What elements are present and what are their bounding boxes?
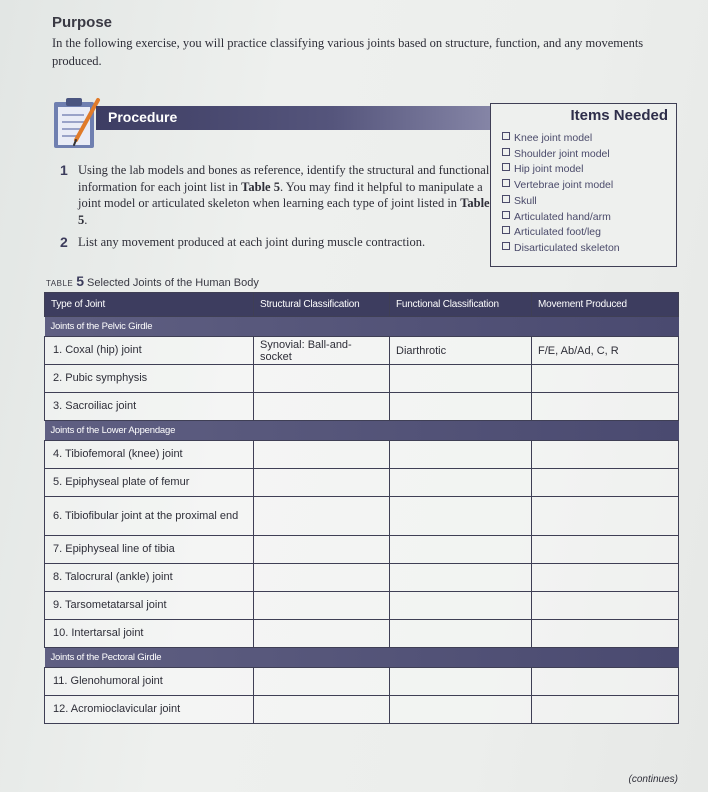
cell-functional[interactable] [390,469,532,497]
item-needed: Disarticulated skeleton [502,241,620,257]
cell-joint: 1. Coxal (hip) joint [45,337,254,365]
cell-joint: 2. Pubic symphysis [45,365,254,393]
section-title: Joints of the Pectoral Girdle [45,648,679,668]
item-needed: Knee joint model [502,131,620,147]
cell-movement[interactable] [532,668,679,696]
cell-structural[interactable] [254,668,390,696]
item-needed: Hip joint model [502,162,620,178]
section-title: Joints of the Lower Appendage [45,421,679,441]
table-row [45,668,679,696]
cell-movement[interactable] [532,393,679,421]
cell-joint: 10. Intertarsal joint [45,620,254,648]
cell-movement[interactable] [532,497,679,536]
table-row [45,592,679,620]
cell-functional[interactable] [390,696,532,724]
cell-joint: 6. Tibiofibular joint at the proximal end [45,497,254,536]
table-row [45,393,679,421]
checkbox-icon[interactable] [502,195,510,203]
step-number: 1 [60,162,68,178]
cell-structural[interactable] [254,620,390,648]
cell-functional[interactable] [390,564,532,592]
cell-structural[interactable] [254,393,390,421]
cell-structural[interactable] [254,536,390,564]
checkbox-icon[interactable] [502,148,510,156]
checkbox-icon[interactable] [502,163,510,171]
cell-functional[interactable] [390,497,532,536]
table-row [45,365,679,393]
checkbox-icon[interactable] [502,132,510,140]
cell-functional[interactable] [390,592,532,620]
cell-joint: 7. Epiphyseal line of tibia [45,536,254,564]
table-row [45,696,679,724]
checkbox-icon[interactable] [502,211,510,219]
cell-structural[interactable] [254,592,390,620]
cell-joint: 3. Sacroiliac joint [45,393,254,421]
cell-joint: 5. Epiphyseal plate of femur [45,469,254,497]
header-functional: Functional Classification [390,293,532,317]
section-row [45,317,679,337]
table-row [45,337,679,365]
cell-movement[interactable] [532,365,679,393]
item-needed: Skull [502,194,620,210]
step-number: 2 [60,234,68,250]
items-needed-box [490,103,677,267]
table-caption: TABLE 5 Selected Joints of the Human Body [46,273,259,289]
cell-functional[interactable] [390,393,532,421]
cell-joint: 11. Glenohumoral joint [45,668,254,696]
cell-movement[interactable] [532,536,679,564]
header-type: Type of Joint [45,293,254,317]
cell-functional[interactable] [390,536,532,564]
cell-functional[interactable] [390,668,532,696]
cell-structural[interactable] [254,365,390,393]
cell-joint: 4. Tibiofemoral (knee) joint [45,441,254,469]
item-needed: Articulated foot/leg [502,225,620,241]
header-structural: Structural Classification [254,293,390,317]
continues-note: (continues) [628,774,678,785]
header-movement: Movement Produced [532,293,679,317]
cell-movement[interactable] [532,592,679,620]
checkbox-icon[interactable] [502,179,510,187]
cell-structural[interactable] [254,564,390,592]
checkbox-icon[interactable] [502,242,510,250]
checkbox-icon[interactable] [502,226,510,234]
section-row [45,648,679,668]
table-row [45,469,679,497]
cell-functional[interactable]: Diarthrotic [390,337,532,365]
cell-movement[interactable]: F/E, Ab/Ad, C, R [532,337,679,365]
cell-functional[interactable] [390,441,532,469]
table-row [45,497,679,536]
procedure-step: 2 List any movement produced at each joint during muscle contraction. [60,234,426,250]
table-row [45,564,679,592]
procedure-header [96,106,490,130]
items-needed-list [502,131,620,257]
cell-movement[interactable] [532,696,679,724]
cell-structural[interactable] [254,469,390,497]
item-needed: Shoulder joint model [502,147,620,163]
procedure-title: Procedure [108,109,178,125]
cell-joint: 9. Tarsometatarsal joint [45,592,254,620]
section-row [45,421,679,441]
purpose-heading: Purpose [52,14,113,31]
cell-structural[interactable] [254,441,390,469]
cell-movement[interactable] [532,441,679,469]
cell-structural[interactable]: Synovial: Ball-and-socket [254,337,390,365]
cell-functional[interactable] [390,620,532,648]
table-row [45,620,679,648]
table-body [45,317,679,724]
joints-table [44,292,679,724]
table-header-row [45,293,679,317]
section-title: Joints of the Pelvic Girdle [45,317,679,337]
cell-structural[interactable] [254,497,390,536]
cell-movement[interactable] [532,620,679,648]
item-needed: Articulated hand/arm [502,210,620,226]
procedure-steps [60,162,490,257]
cell-movement[interactable] [532,469,679,497]
items-needed-title: Items Needed [570,107,668,124]
item-needed: Vertebrae joint model [502,178,620,194]
table-row [45,441,679,469]
cell-joint: 8. Talocrural (ankle) joint [45,564,254,592]
procedure-step: 1 Using the lab models and bones as reference, identify the structural and functional information for each joint list in Table 5. You may find it helpful to manipulate a joint model or articulated skeleton when learning each type of joint listed in Table 5. [60,162,490,227]
purpose-text: In the following exercise, you will practice classifying various joints based on structure, function, and any movements produced. [52,36,644,68]
cell-joint: 12. Acromioclavicular joint [45,696,254,724]
table-row [45,536,679,564]
cell-functional[interactable] [390,365,532,393]
cell-movement[interactable] [532,564,679,592]
cell-structural[interactable] [254,696,390,724]
